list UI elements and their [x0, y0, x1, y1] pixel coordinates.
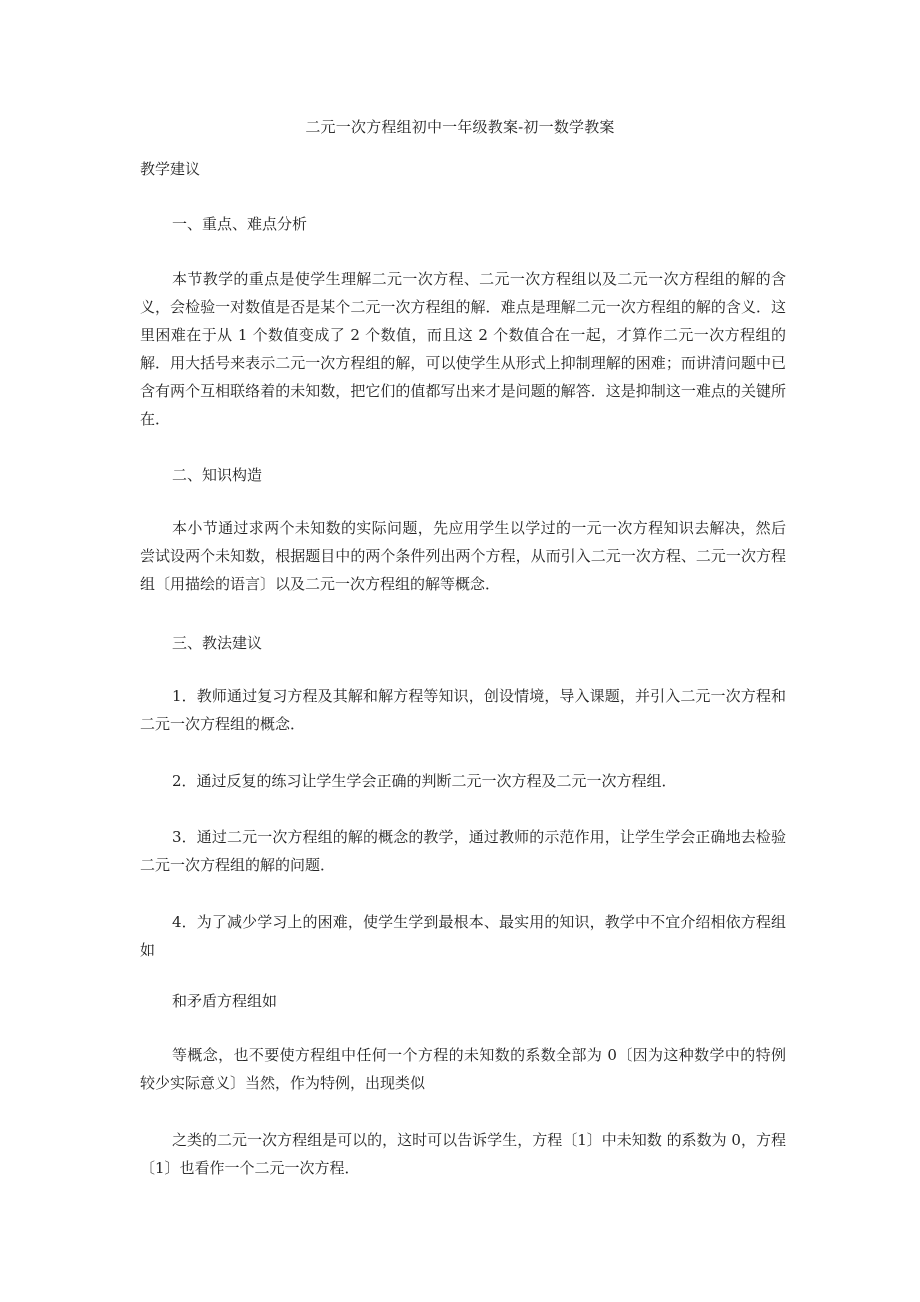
section-heading-key-points: 一、重点、难点分析 [172, 215, 308, 233]
document-title: 二元一次方程组初中一年级教案-初一数学教案 [305, 118, 615, 136]
list-item-4-continuation-2: 等概念，也不要使方程组中任何一个方程的未知数的系数全部为 0〔因为这种数学中的特例较少实际意义〕当然，作为特例，出现类似 [140, 1046, 786, 1092]
section-heading-teaching-suggestions: 三、教法建议 [172, 634, 263, 652]
list-item-4-continuation-1: 和矛盾方程组如 [172, 992, 278, 1010]
list-item-1: 1．教师通过复习方程及其解和解方程等知识，创设情境，导入课题，并引入二元一次方程和二元一次方程组的概念． [140, 687, 786, 733]
paragraph-knowledge-structure: 本小节通过求两个未知数的实际问题，先应用学生以学过的一元一次方程知识去解决，然后尝试设两个未知数，根据题目中的两个条件列出两个方程，从而引入二元一次方程、二元一次方程组〔用描绘的语言〕以及二元一次方程组的解等概念． [140, 519, 786, 593]
list-item-2: 2．通过反复的练习让学生学会正确的判断二元一次方程及二元一次方程组． [172, 772, 677, 790]
list-item-3: 3．通过二元一次方程组的解的概念的教学，通过教师的示范作用，让学生学会正确地去检验二元一次方程组的解的问题． [140, 828, 786, 874]
section-heading-knowledge-structure: 二、知识构造 [172, 466, 263, 484]
paragraph-key-points: 本节教学的重点是使学生理解二元一次方程、二元一次方程组以及二元一次方程组的解的含义，会检验一对数值是否是某个二元一次方程组的解．难点是理解二元一次方程组的解的含义．这里困难在于从 1 个数值变成了 2 个数值，而且这 2 个数值合在一起，才算作二元一次方程组的解．用大括号来表示二元一次方程组的解，可以使学生从形式上抑制理解的困难；而讲清问题中已含有两个互相联络着的未知数，把它们的值都写出来才是问题的解答．这是抑制这一难点的关键所在． [140, 270, 786, 428]
document-heading: 教学建议 [140, 160, 201, 178]
list-item-4-continuation-3: 之类的二元一次方程组是可以的，这时可以告诉学生，方程〔1〕中未知数 的系数为 0，方程〔1〕也看作一个二元一次方程． [140, 1131, 786, 1177]
list-item-4: 4．为了减少学习上的困难，使学生学到最根本、最实用的知识，教学中不宜介绍相依方程组如 [140, 913, 786, 959]
